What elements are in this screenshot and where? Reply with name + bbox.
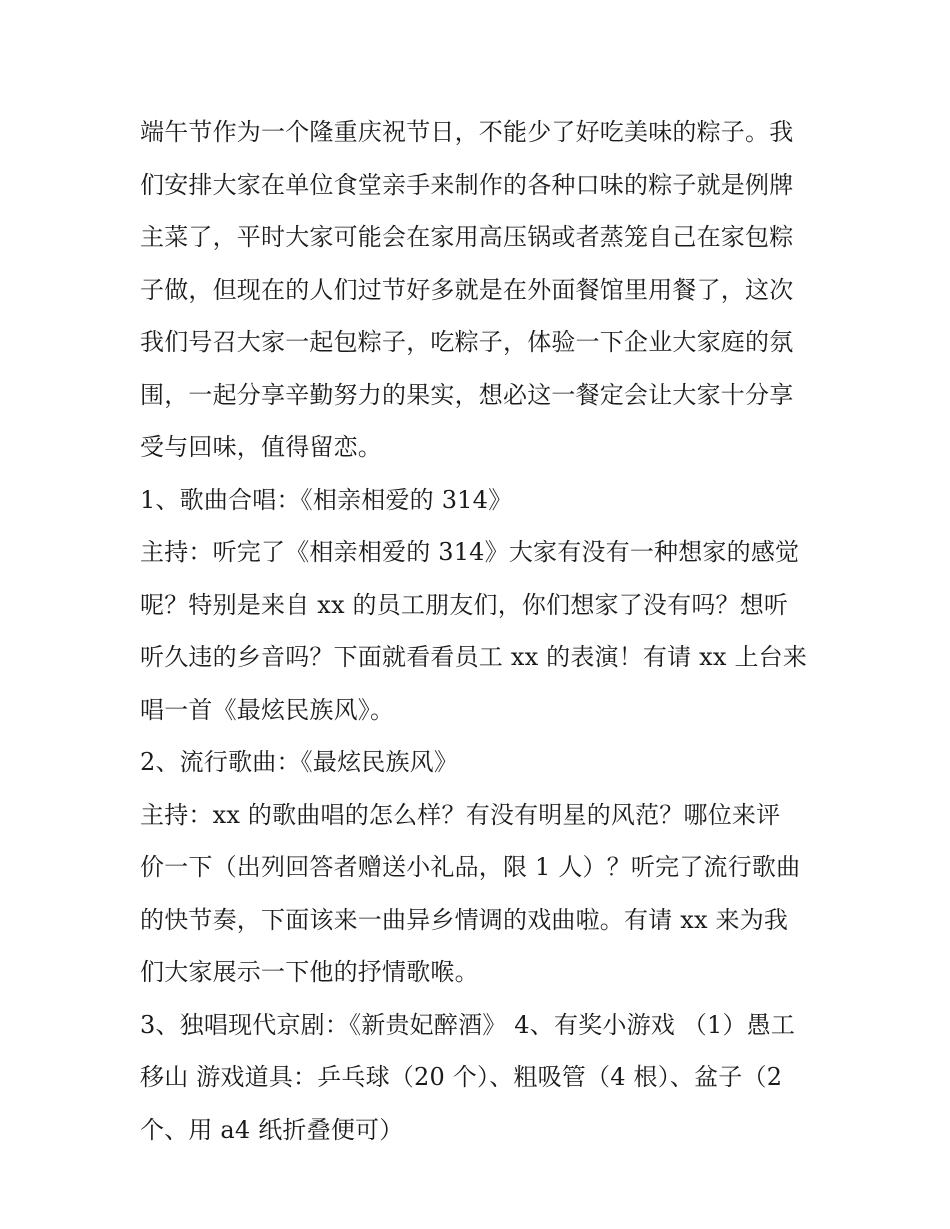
paragraph-line: 价一下（出列回答者赠送小礼品，限 1 人）？听完了流行歌曲	[140, 853, 801, 881]
paragraph-line: 子做，但现在的人们过节好多就是在外面餐馆里用餐了，这次	[140, 275, 794, 304]
paragraph-line: 端午节作为一个隆重庆祝节日，不能少了好吃美味的粽子。我	[140, 118, 794, 146]
section-heading-3-4: 3、独唱现代京剧：《新贵妃醉酒》 4、有奖小游戏 （1）愚工	[140, 1010, 796, 1039]
paragraph-line: 主持：听完了《相亲相爱的 314》大家有没有一种想家的感觉	[140, 538, 800, 566]
paragraph-line: 听久违的乡音吗？下面就看看员工 xx 的表演！有请 xx 上台来	[140, 643, 808, 671]
paragraph-line: 们大家展示一下他的抒情歌喉。	[140, 958, 479, 986]
document-body	[140, 106, 820, 1156]
paragraph-line: 移山 游戏道具：乒乓球（20 个）、粗吸管（4 根）、盆子（2	[140, 1063, 783, 1091]
section-heading-1: 1、歌曲合唱：《相亲相爱的 314》	[140, 485, 513, 514]
paragraph-line: 围，一起分享辛勤努力的果实，想必这一餐定会让大家十分享	[140, 380, 794, 409]
section-heading-2: 2、流行歌曲：《最炫民族风》	[140, 748, 459, 776]
paragraph-line: 唱一首《最炫民族风》。	[140, 695, 395, 724]
paragraph-line: 我们号召大家一起包粽子，吃粽子，体验一下企业大家庭的氛	[140, 328, 794, 356]
paragraph-line: 们安排大家在单位食堂亲手来制作的各种口味的粽子就是例牌	[140, 170, 794, 199]
paragraph-line: 个、用 a4 纸折叠便可）	[140, 1115, 404, 1144]
paragraph-line: 受与回味，值得留恋。	[140, 433, 382, 461]
paragraph-line: 呢？特别是来自 xx 的员工朋友们，你们想家了没有吗？想听	[140, 590, 789, 619]
paragraph-line: 主持：xx 的歌曲唱的怎么样？有没有明星的风范？哪位来评	[140, 800, 781, 829]
paragraph-line: 的快节奏，下面该来一曲异乡情调的戏曲啦。有请 xx 来为我	[140, 905, 789, 934]
paragraph-line: 主菜了，平时大家可能会在家用高压锅或者蒸笼自己在家包粽	[140, 223, 794, 251]
